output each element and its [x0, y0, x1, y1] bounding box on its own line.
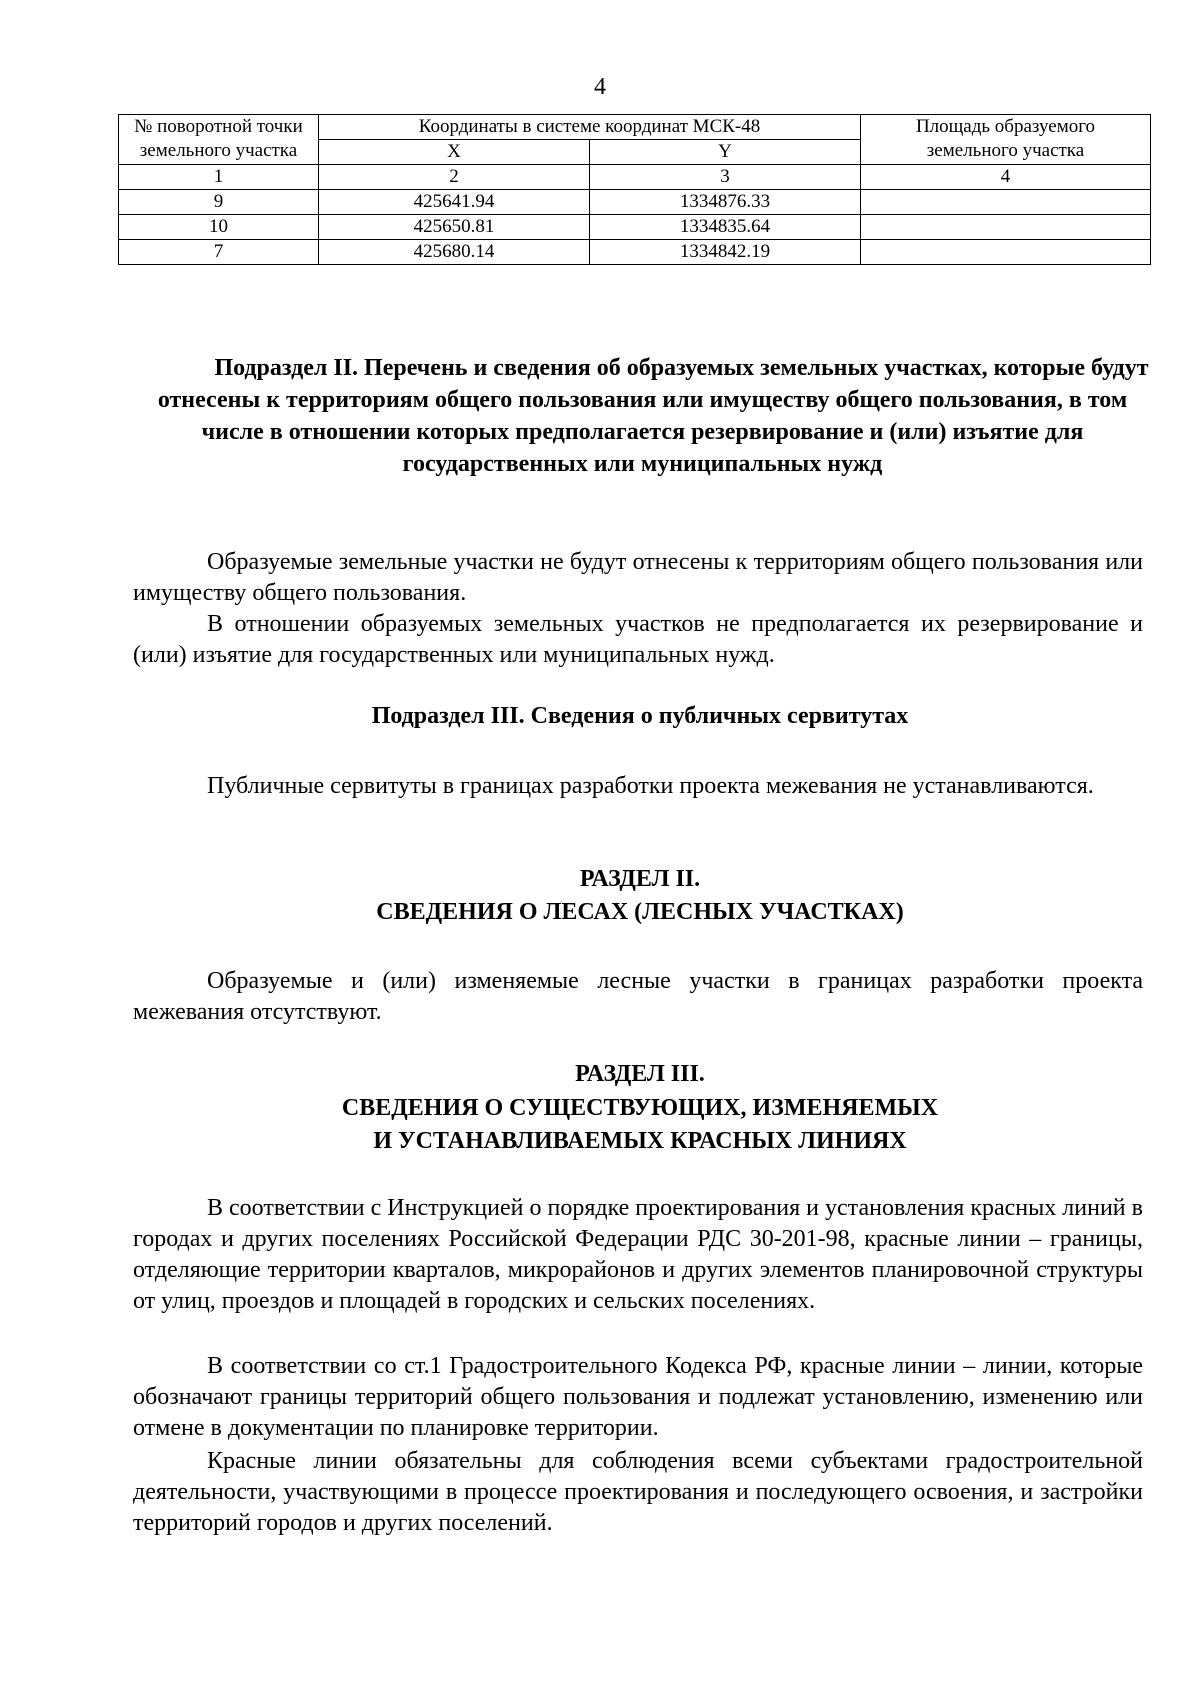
table-row [119, 215, 1151, 240]
header-point: № поворотной точки земельного участка [119, 115, 319, 165]
column-number: 3 [590, 165, 861, 190]
subsection3-heading: Подраздел III. Сведения о публичных сервитутах [371, 703, 909, 729]
cell-point: 10 [119, 215, 319, 240]
cell-x: 425641.94 [319, 190, 590, 215]
section2-paragraph: Образуемые и (или) изменяемые лесные участки в границах разработки проекта межевания отсутствуют. [133, 968, 1143, 1025]
cell-area [861, 240, 1151, 265]
section3-paragraph-3: Красные линии обязательны для соблюдения всеми субъектами градостроительной деятельности, участвующими в процессе проектирования и последующего освоения, и застройки территорий городов и других поселений. [133, 1448, 1143, 1536]
section3-paragraph-2: В соответствии со ст.1 Градостроительного Кодекса РФ, красные линии – линии, которые обозначают границы территорий общего пользования и подлежат установлению, изменению или отмене в документации по планировке территории. [133, 1353, 1143, 1441]
header-area: Площадь образуемого земельного участка [861, 115, 1151, 165]
column-number: 1 [119, 165, 319, 190]
section3-subtitle-line2: И УСТАНАВЛИВАЕМЫХ КРАСНЫХ ЛИНИЯХ [373, 1128, 907, 1154]
cell-point: 7 [119, 240, 319, 265]
cell-y: 1334876.33 [590, 190, 861, 215]
subsection2-paragraph-2: В отношении образуемых земельных участков не предполагается их резервирование и (или) изъятие для государственных или муниципальных нужд. [133, 611, 1143, 668]
section3-paragraph-1: В соответствии с Инструкцией о порядке проектирования и установления красных линий в городах и других поселениях Российской Федерации РДС 30-201-98, красные линии – границы, отделяющие территории кварталов, микрорайонов и других элементов планировочной структуры от улиц, проездов и площадей в городских и сельских поселениях. [133, 1195, 1143, 1314]
cell-x: 425650.81 [319, 215, 590, 240]
section2-title: РАЗДЕЛ II. [579, 866, 701, 892]
cell-area [861, 190, 1151, 215]
cell-y: 1334835.64 [590, 215, 861, 240]
cell-x: 425680.14 [319, 240, 590, 265]
header-y: Y [590, 140, 861, 165]
section3-subtitle-line1: СВЕДЕНИЯ О СУЩЕСТВУЮЩИХ, ИЗМЕНЯЕМЫХ [341, 1095, 939, 1121]
subsection2-paragraph-1: Образуемые земельные участки не будут отнесены к территориям общего пользования или имуществу общего пользования. [133, 549, 1143, 606]
coordinates-table [118, 114, 1151, 265]
cell-area [861, 215, 1151, 240]
table-header-row [119, 115, 1151, 140]
subsection3-paragraph: Публичные сервитуты в границах разработки проекта межевания не устанавливаются. [207, 773, 1094, 799]
table-column-numbers-row [119, 165, 1151, 190]
cell-y: 1334842.19 [590, 240, 861, 265]
page-number: 4 [594, 74, 606, 100]
header-x: X [319, 140, 590, 165]
column-number: 2 [319, 165, 590, 190]
table-row [119, 190, 1151, 215]
table-row [119, 240, 1151, 265]
subsection2-heading: Подраздел II. Перечень и сведения об образуемых земельных участках, которые будут отнесены к территориям общего пользования или имуществу общего пользования, в том числе в отношении которых предполагается резервирование и (или) изъятие для государственных или муниципальных нужд [157, 355, 1149, 477]
cell-point: 9 [119, 190, 319, 215]
column-number: 4 [861, 165, 1151, 190]
header-coords: Координаты в системе координат МСК-48 [319, 115, 861, 140]
section3-title: РАЗДЕЛ III. [575, 1061, 705, 1087]
section2-subtitle: СВЕДЕНИЯ О ЛЕСАХ (ЛЕСНЫХ УЧАСТКАХ) [376, 899, 904, 925]
